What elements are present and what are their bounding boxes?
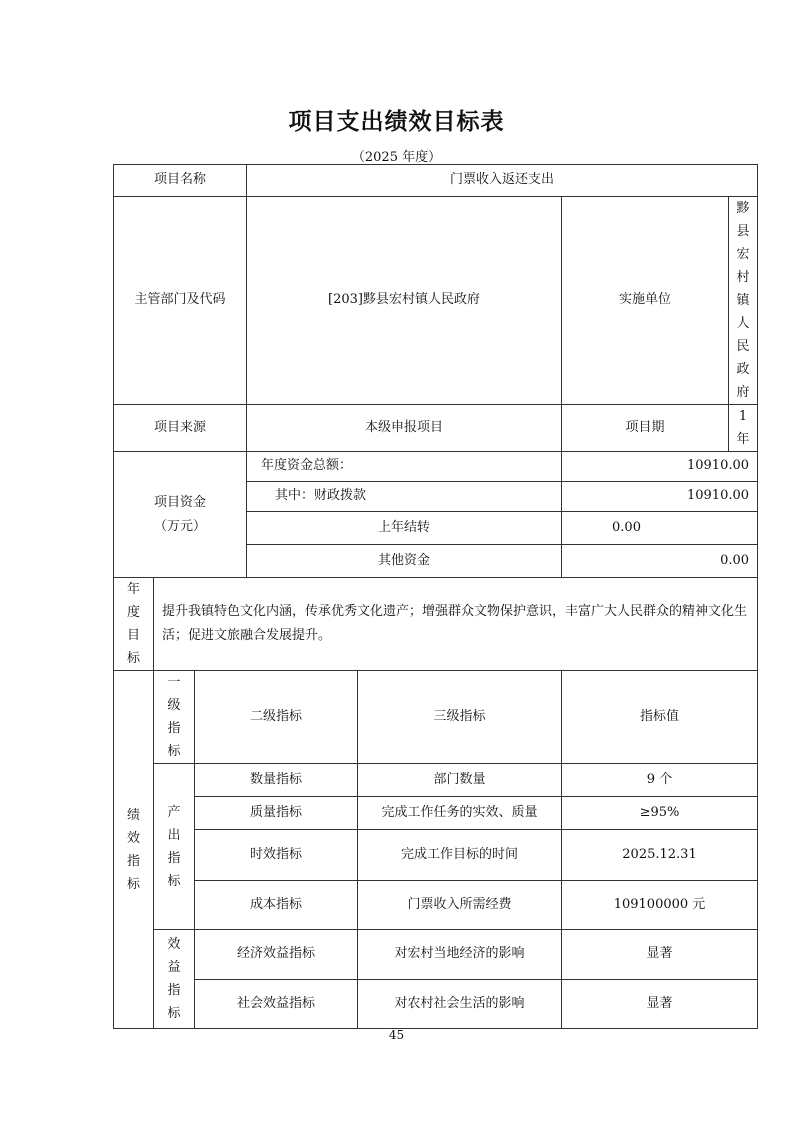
- level1-char: 指: [167, 721, 181, 736]
- level3-cell: 对宏村当地经济的影响: [358, 930, 562, 980]
- indicator-value: 显著: [562, 980, 758, 1029]
- performance-label: [114, 671, 154, 1029]
- impl-unit-char: 县: [736, 224, 750, 239]
- department-value: [203]黟县宏村镇人民政府: [247, 197, 562, 405]
- level3-header: 三级指标: [358, 671, 562, 764]
- impl-unit-char: 人: [736, 316, 750, 331]
- impl-unit-char: 宏: [736, 247, 750, 262]
- project-name-value: 门票收入返还支出: [247, 165, 758, 197]
- source-row: [114, 405, 758, 452]
- funds-item-label: 其中：财政拨款: [247, 482, 562, 512]
- performance-char: 绩: [126, 807, 140, 823]
- project-name-row: [114, 165, 758, 197]
- benefit-char: 标: [167, 1006, 181, 1021]
- annual-goal-label: [114, 578, 154, 671]
- value-header: 指标值: [562, 671, 758, 764]
- indicator-value: 2025.12.31: [562, 830, 758, 881]
- funds-item-value: 0.00: [562, 545, 758, 578]
- indicator-value: 109100000 元: [562, 881, 758, 930]
- annual-goal-char: 年: [126, 582, 140, 597]
- indicator-header-row: [114, 671, 758, 764]
- level2-cell: 社会效益指标: [195, 980, 358, 1029]
- output-indicator-row: [114, 797, 758, 830]
- fiscal-year: （2025 年度）: [351, 150, 442, 165]
- funds-item-label: 上年结转: [247, 512, 562, 545]
- output-indicator-row: [114, 881, 758, 930]
- level3-cell: 门票收入所需经费: [358, 881, 562, 930]
- output-char: 标: [167, 873, 181, 889]
- benefit-char: 指: [167, 983, 181, 998]
- benefit-char: 效: [167, 937, 181, 952]
- output-indicator-label: [154, 764, 195, 930]
- source-label: 项目来源: [114, 405, 247, 452]
- annual-goal-text: 提升我镇特色文化内涵，传承优秀文化遗产；增强群众文物保护意识，丰富广大人民群众的精神文化生活；促进文旅融合发展提升。: [154, 578, 758, 671]
- benefit-indicator-row: [114, 980, 758, 1029]
- funds-item-value: 0.00: [562, 512, 758, 545]
- annual-goal-char: 度: [126, 605, 140, 620]
- impl-unit-char: 府: [736, 385, 750, 400]
- page-number: 45: [388, 1028, 405, 1042]
- period-value: [729, 405, 758, 452]
- impl-unit-char: 政: [736, 362, 750, 377]
- project-name-label: 项目名称: [114, 165, 247, 197]
- level2-header: 二级指标: [195, 671, 358, 764]
- funds-row: [114, 452, 758, 482]
- funds-label-cell: [114, 452, 247, 578]
- level1-char: 级: [167, 698, 181, 713]
- page-title: 项目支出绩效目标表: [288, 109, 505, 135]
- output-char: 指: [167, 850, 181, 866]
- impl-unit-value: [729, 197, 758, 405]
- level2-cell: 数量指标: [195, 764, 358, 797]
- level1-char: 一: [167, 675, 181, 690]
- funds-item-label: 其他资金: [247, 545, 562, 578]
- annual-goal-char: 目: [126, 628, 140, 643]
- output-char: 出: [167, 827, 181, 843]
- level2-cell: 经济效益指标: [195, 930, 358, 980]
- performance-char: 指: [126, 853, 140, 869]
- level2-cell: 成本指标: [195, 881, 358, 930]
- period-label: 项目期: [562, 405, 729, 452]
- level3-cell: 完成工作任务的实效、质量: [358, 797, 562, 830]
- level3-cell: 部门数量: [358, 764, 562, 797]
- impl-unit-char: 黟: [736, 201, 750, 216]
- performance-char: 效: [126, 830, 140, 846]
- funds-label: 项目资金: [153, 494, 206, 510]
- period-char: 年: [736, 432, 750, 447]
- level3-cell: 对农村社会生活的影响: [358, 980, 562, 1029]
- source-value: 本级申报项目: [247, 405, 562, 452]
- level1-header: [154, 671, 195, 764]
- indicator-value: 显著: [562, 930, 758, 980]
- impl-unit-char: 民: [736, 339, 750, 354]
- funds-item-label: 年度资金总额：: [247, 452, 562, 482]
- level3-cell: 完成工作目标的时间: [358, 830, 562, 881]
- department-label: 主管部门及代码: [114, 197, 247, 405]
- performance-table: [113, 164, 758, 1029]
- impl-unit-label: 实施单位: [562, 197, 729, 405]
- benefit-indicator-row: [114, 930, 758, 980]
- output-indicator-row: [114, 764, 758, 797]
- benefit-char: 益: [167, 960, 181, 975]
- annual-goal-char: 标: [126, 651, 140, 666]
- period-char: 1: [738, 409, 748, 424]
- impl-unit-char: 镇: [736, 293, 750, 308]
- output-char: 产: [167, 804, 181, 820]
- department-row: [114, 197, 758, 405]
- indicator-value: 9 个: [562, 764, 758, 797]
- funds-item-value: 10910.00: [562, 482, 758, 512]
- benefit-indicator-label: [154, 930, 195, 1029]
- indicator-value: ≥95%: [562, 797, 758, 830]
- level2-cell: 质量指标: [195, 797, 358, 830]
- level2-cell: 时效指标: [195, 830, 358, 881]
- output-indicator-row: [114, 830, 758, 881]
- level1-char: 标: [167, 744, 181, 759]
- performance-char: 标: [126, 876, 140, 892]
- funds-item-value: 10910.00: [562, 452, 758, 482]
- funds-unit: （万元）: [153, 518, 206, 534]
- annual-goal-row: [114, 578, 758, 671]
- impl-unit-char: 村: [736, 270, 750, 285]
